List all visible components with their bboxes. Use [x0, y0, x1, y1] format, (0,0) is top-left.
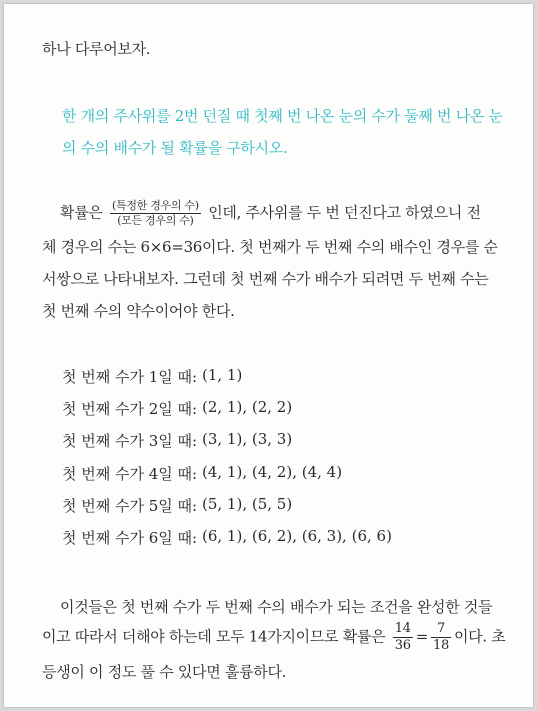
paragraph-2-line-3: 등생이 이 정도 풀 수 있다면 훌륭하다. — [42, 663, 287, 681]
case-label: 첫 번째 수가 5일 때: — [62, 497, 198, 515]
case-pairs: (3, 1), (3, 3) — [202, 430, 293, 448]
case-row — [62, 430, 293, 451]
case-label: 첫 번째 수가 1일 때: — [62, 368, 198, 386]
case-pairs: (4, 1), (4, 2), (4, 4) — [202, 463, 343, 481]
case-label: 첫 번째 수가 4일 때: — [62, 465, 198, 483]
case-row — [62, 463, 343, 484]
case-pairs: (5, 1), (5, 5) — [202, 495, 293, 513]
case-label: 첫 번째 수가 2일 때: — [62, 400, 198, 418]
case-row — [62, 495, 293, 516]
probability-definition-fraction — [110, 200, 201, 227]
fraction-numerator: (특정한 경우의 수) — [112, 199, 199, 212]
paragraph-1-line-1-suffix: 인데, 주사위를 두 번 던진다고 하였으니 전 — [208, 203, 481, 222]
probability-label: 확률은 — [60, 203, 103, 222]
equals-sign: = — [415, 627, 428, 646]
case-label: 첫 번째 수가 6일 때: — [62, 529, 198, 547]
problem-line-1: 한 개의 주사위를 2번 던질 때 첫째 번 나온 눈의 수가 둘째 번 나온 눈 — [62, 107, 503, 125]
document-page — [4, 4, 533, 707]
case-label: 첫 번째 수가 3일 때: — [62, 432, 198, 450]
paragraph-1-line-4: 첫 번째 수의 약수이어야 한다. — [42, 302, 235, 320]
case-row — [62, 398, 293, 419]
paragraph-1-line-1 — [60, 200, 481, 227]
fraction-denominator: 18 — [433, 638, 449, 653]
paragraph-1-line-3: 서쌍으로 나타내보자. 그런데 첫 번째 수가 배수가 되려면 두 번째 수는 — [42, 270, 489, 288]
intro-text: 하나 다루어보자. — [42, 40, 151, 58]
paragraph-2-line-2 — [42, 622, 505, 653]
fraction-numerator: 7 — [431, 622, 451, 638]
case-pairs: (1, 1) — [202, 366, 243, 384]
paragraph-1-line-2: 체 경우의 수는 6×6=36이다. 첫 번째가 두 번째 수의 배수인 경우를 순 — [42, 238, 498, 256]
paragraph-2-line-2-prefix: 이고 따라서 더해야 하는데 모두 14가지이므로 확률은 — [42, 627, 386, 646]
case-pairs: (6, 1), (6, 2), (6, 3), (6, 6) — [202, 527, 392, 545]
case-row — [62, 527, 392, 548]
case-row — [62, 366, 243, 387]
fraction-denominator: 36 — [394, 638, 411, 653]
paragraph-2-line-2-suffix: 이다. 초 — [453, 627, 506, 646]
case-pairs: (2, 1), (2, 2) — [202, 398, 293, 416]
result-fraction-14-36 — [393, 622, 413, 653]
fraction-denominator: (모든 경우의 수) — [117, 214, 194, 227]
fraction-numerator: 14 — [394, 621, 411, 636]
paragraph-2-line-1: 이것들은 첫 번째 수가 두 번째 수의 배수가 되는 조건을 완성한 것들 — [60, 598, 493, 616]
problem-line-2: 의 수의 배수가 될 확률을 구하시오. — [62, 139, 288, 157]
result-fraction-7-18 — [431, 622, 451, 653]
